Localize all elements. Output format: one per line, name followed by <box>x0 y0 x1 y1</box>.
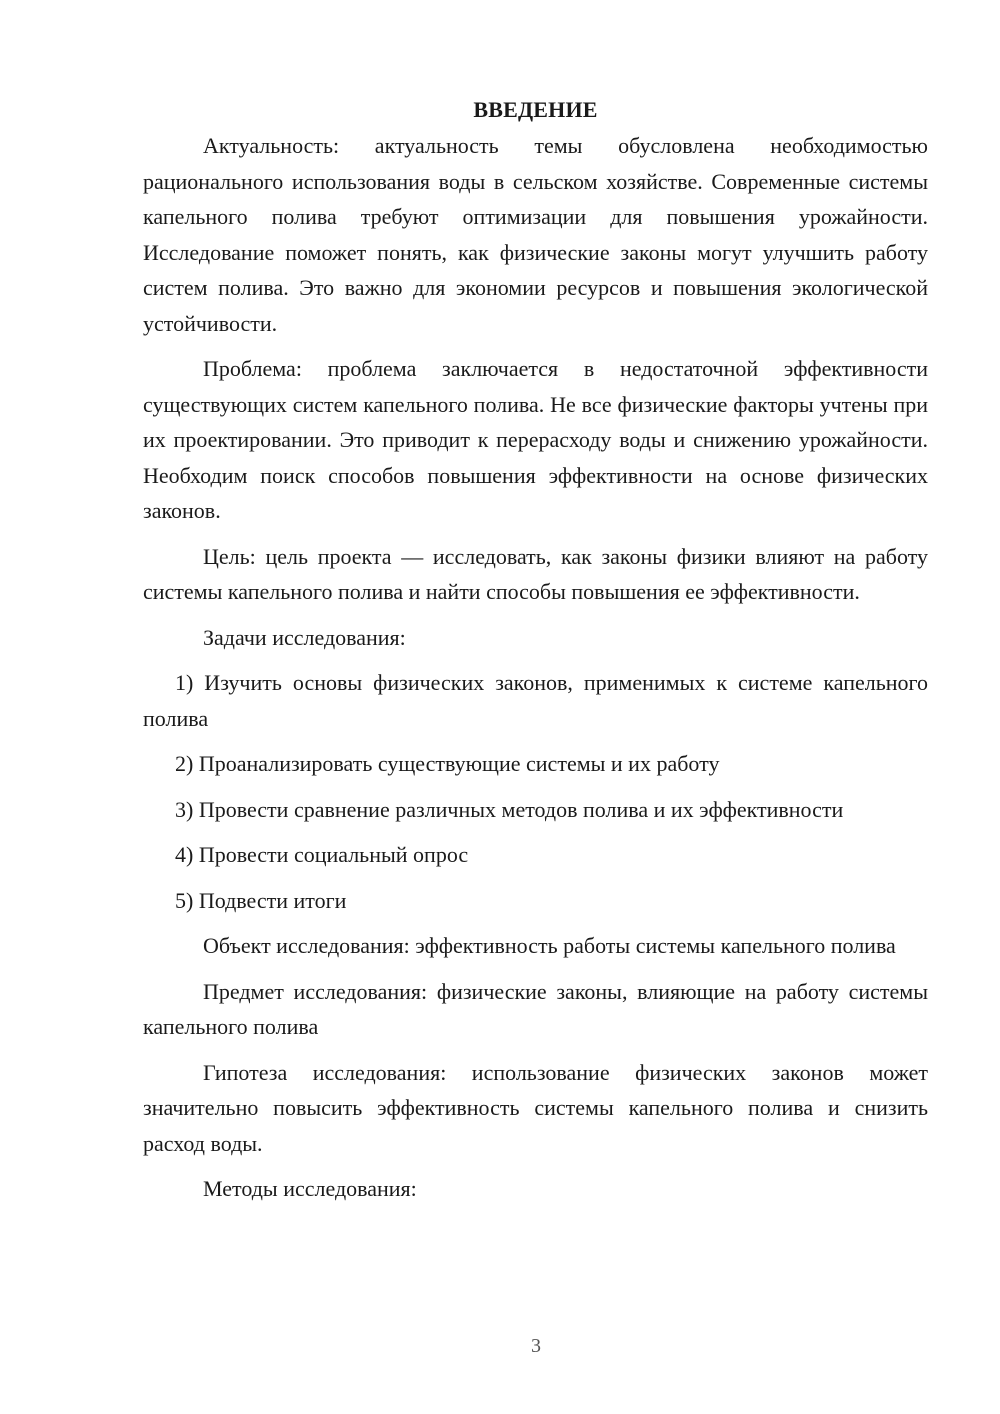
tasks-heading: Задачи исследования: <box>203 624 406 650</box>
document-page <box>143 92 928 1217</box>
task-item-4: 4) Провести социальный опрос <box>175 842 469 867</box>
hypothesis-paragraph: Гипотеза исследования: использование физических законов может значительно повысить эффективность системы капельного полива и снизить расход воды. <box>143 1059 928 1156</box>
subject-paragraph: Предмет исследования: физические законы, влияющие на работу системы капельного полива <box>143 978 928 1039</box>
object-paragraph: Объект исследования: эффективность работы системы капельного полива <box>203 933 896 958</box>
tasks-list <box>143 665 928 918</box>
page-number: 3 <box>531 1335 541 1357</box>
methods-heading: Методы исследования: <box>203 1176 417 1201</box>
task-item-3: 3) Провести сравнение различных методов полива и их эффективности <box>175 796 844 822</box>
relevance-paragraph: Актуальность: актуальность темы обусловлена необходимостью рационального использования воды в сельском хозяйстве. Современные системы капельного полива требуют оптимизации для повышения урожайности. Исследование поможет понять, как физические законы могут улучшить работу систем полива. Это важно для экономии ресурсов и повышения экологической устойчивости. <box>143 133 928 336</box>
goal-paragraph: Цель: цель проекта — исследовать, как законы физики влияют на работу системы капельного полива и найти способы повышения ее эффективности. <box>143 543 928 604</box>
task-item-1: 1) Изучить основы физических законов, применимых к системе капельного полива <box>143 670 928 731</box>
page-title: ВВЕДЕНИЕ <box>473 97 598 122</box>
problem-paragraph: Проблема: проблема заключается в недостаточной эффективности существующих систем капельного полива. Не все физические факторы учтены при их проектировании. Это приводит к перерасходу воды и снижению урожайности. Необходим поиск способов повышения эффективности на основе физических законов. <box>143 356 928 523</box>
task-item-2: 2) Проанализировать существующие системы и их работу <box>175 751 720 776</box>
task-item-5: 5) Подвести итоги <box>175 887 347 913</box>
